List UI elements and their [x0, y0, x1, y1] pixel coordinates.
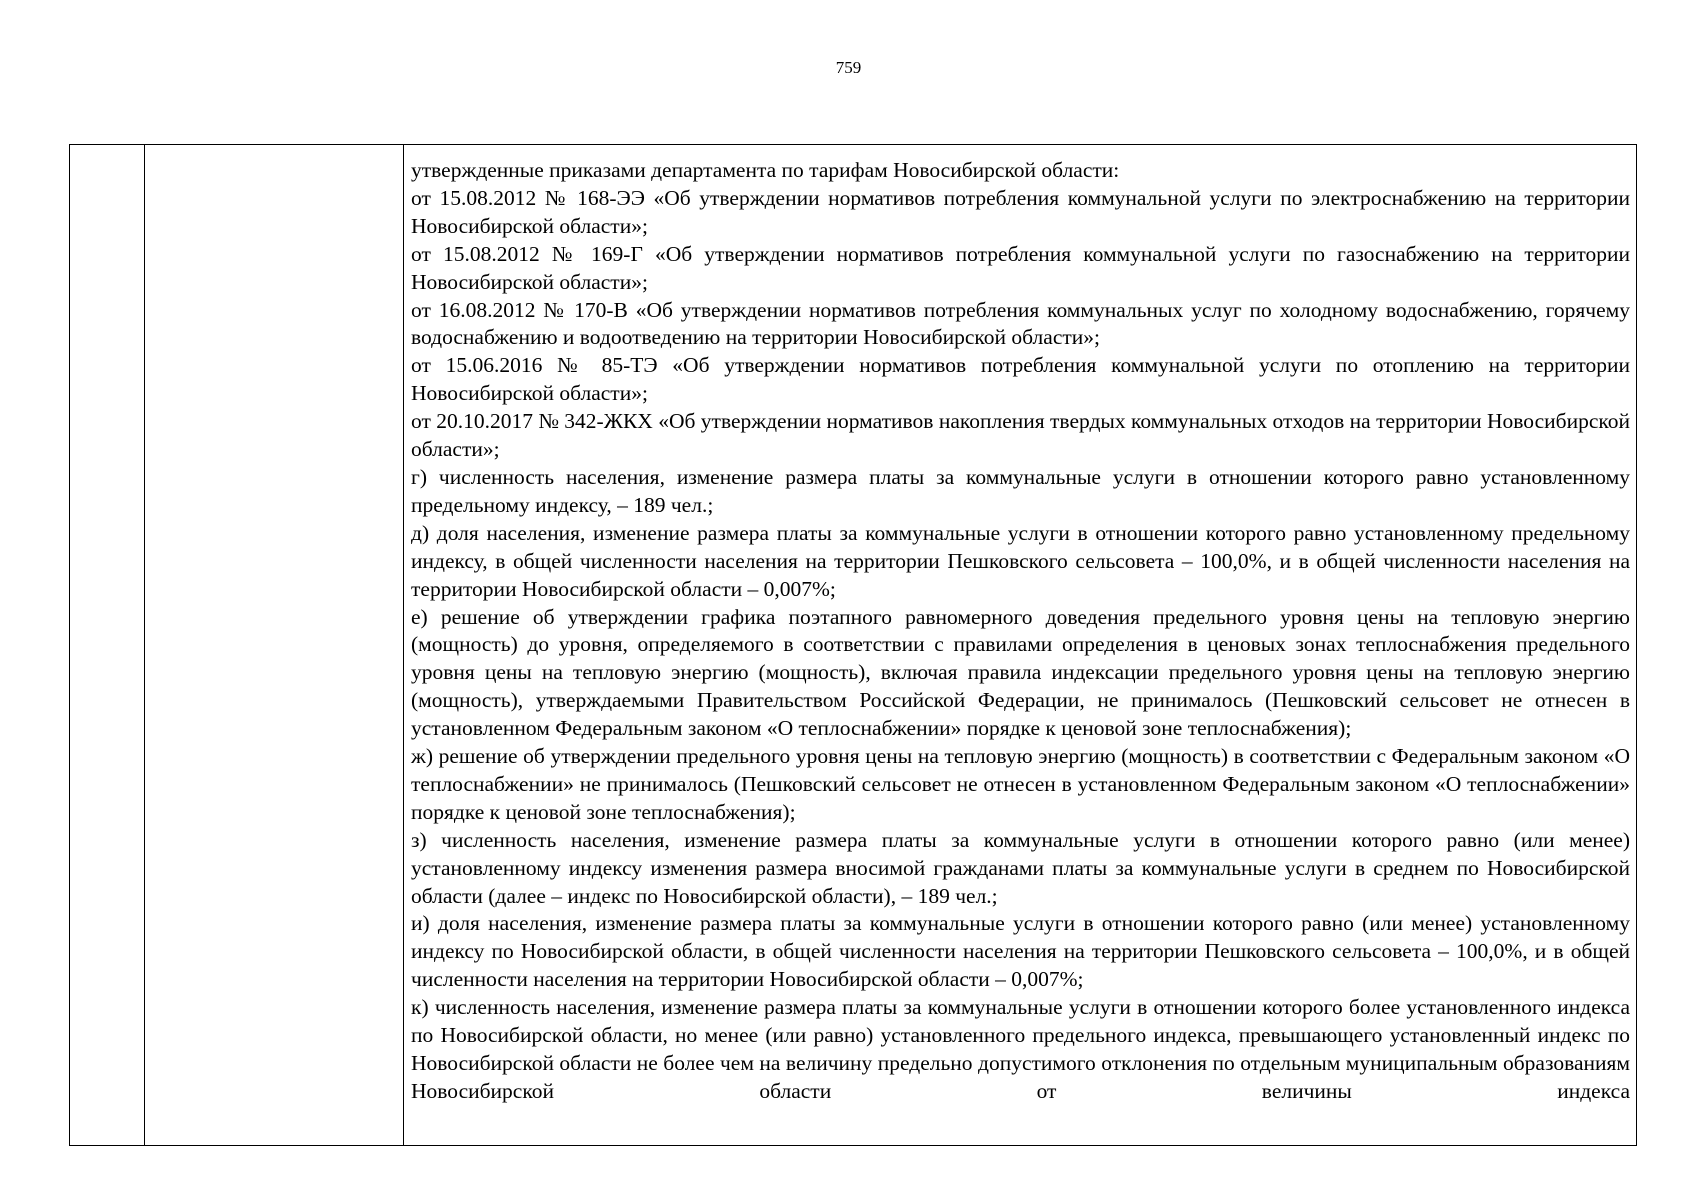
document-table [69, 144, 1637, 1146]
page-number: 759 [835, 58, 862, 77]
table-row [70, 145, 1637, 1146]
paragraph: от 20.10.2017 № 342-ЖКХ «Об утверждении нормативов накопления твердых коммунальных отходов на территории Новосибирской области»; [411, 409, 1630, 462]
empty-cell-title [145, 145, 404, 1146]
paragraph: от 15.08.2012 № 169-Г «Об утверждении нормативов потребления коммунальной услуги по газоснабжению на территории Новосибирской области»; [411, 241, 1630, 294]
paragraph: и) доля населения, изменение размера платы за коммунальные услуги в отношении которого равно (или менее) установленному индексу по Новосибирской области, в общей численности населения на территории Пешковского сельсовета – 100,0%, и в общей численности населения на территории Новосибирской области – 0,007%; [411, 911, 1630, 992]
paragraph: от 15.08.2012 № 168-ЭЭ «Об утверждении нормативов потребления коммунальной услуги по электроснабжению на территории Новосибирской области»; [411, 185, 1630, 238]
paragraph: утвержденные приказами департамента по тарифам Новосибирской области: [411, 158, 1120, 182]
paragraph: ж) решение об утверждении предельного уровня цены на тепловую энергию (мощность) в соответствии с Федеральным законом «О теплоснабжении» не принималось (Пешковский сельсовет не отнесен в установленном Федеральным законом «О теплоснабжении» порядке к ценовой зоне теплоснабжения); [411, 744, 1630, 824]
text-cell [404, 145, 1637, 1146]
paragraph: д) доля населения, изменение размера платы за коммунальные услуги в отношении которого равно установленному предельному индексу, в общей численности населения на территории Пешковского сельсовета – 100,0%, и в общей численности населения на территории Новосибирской области – 0,007%; [411, 520, 1630, 601]
paragraph: е) решение об утверждении графика поэтапного равномерного доведения предельного уровня цены на тепловую энергию (мощность) до уровня, определяемого в соответствии с правилами определения в ценовых зонах теплоснабжения предельного уровня цены на тепловую энергию (мощность), включая правила индексации предельного уровня цены на тепловую энергию (мощность), утверждаемыми Правительством Российской Федерации, не принималось (Пешковский сельсовет не отнесен в установленном Федеральным законом «О теплоснабжении» порядке к ценовой зоне теплоснабжения); [411, 604, 1630, 741]
paragraph: к) численность населения, изменение размера платы за коммунальные услуги в отношении которого более установленного индекса по Новосибирской области, но менее (или равно) установленного предельного индекса, превышающего установленный индекс по Новосибирской области не более чем на величину предельно допустимого отклонения по отдельным муниципальным образованиям Новосибирской области от величины индекса [411, 995, 1630, 1103]
paragraph: з) численность населения, изменение размера платы за коммунальные услуги в отношении которого равно (или менее) установленному индексу изменения размера вносимой гражданами платы за коммунальные услуги в среднем по Новосибирской области (далее – индекс по Новосибирской области), – 189 чел.; [411, 827, 1630, 908]
empty-cell-number [70, 145, 145, 1146]
paragraph: г) численность населения, изменение размера платы за коммунальные услуги в отношении которого равно установленному предельному индексу, – 189 чел.; [411, 464, 1630, 517]
paragraph: от 15.06.2016 № 85-ТЭ «Об утверждении нормативов потребления коммунальной услуги по отоплению на территории Новосибирской области»; [411, 353, 1630, 406]
paragraph: от 16.08.2012 № 170-В «Об утверждении нормативов потребления коммунальных услуг по холодному водоснабжению, горячему водоснабжению и водоотведению на территории Новосибирской области»; [411, 297, 1630, 350]
